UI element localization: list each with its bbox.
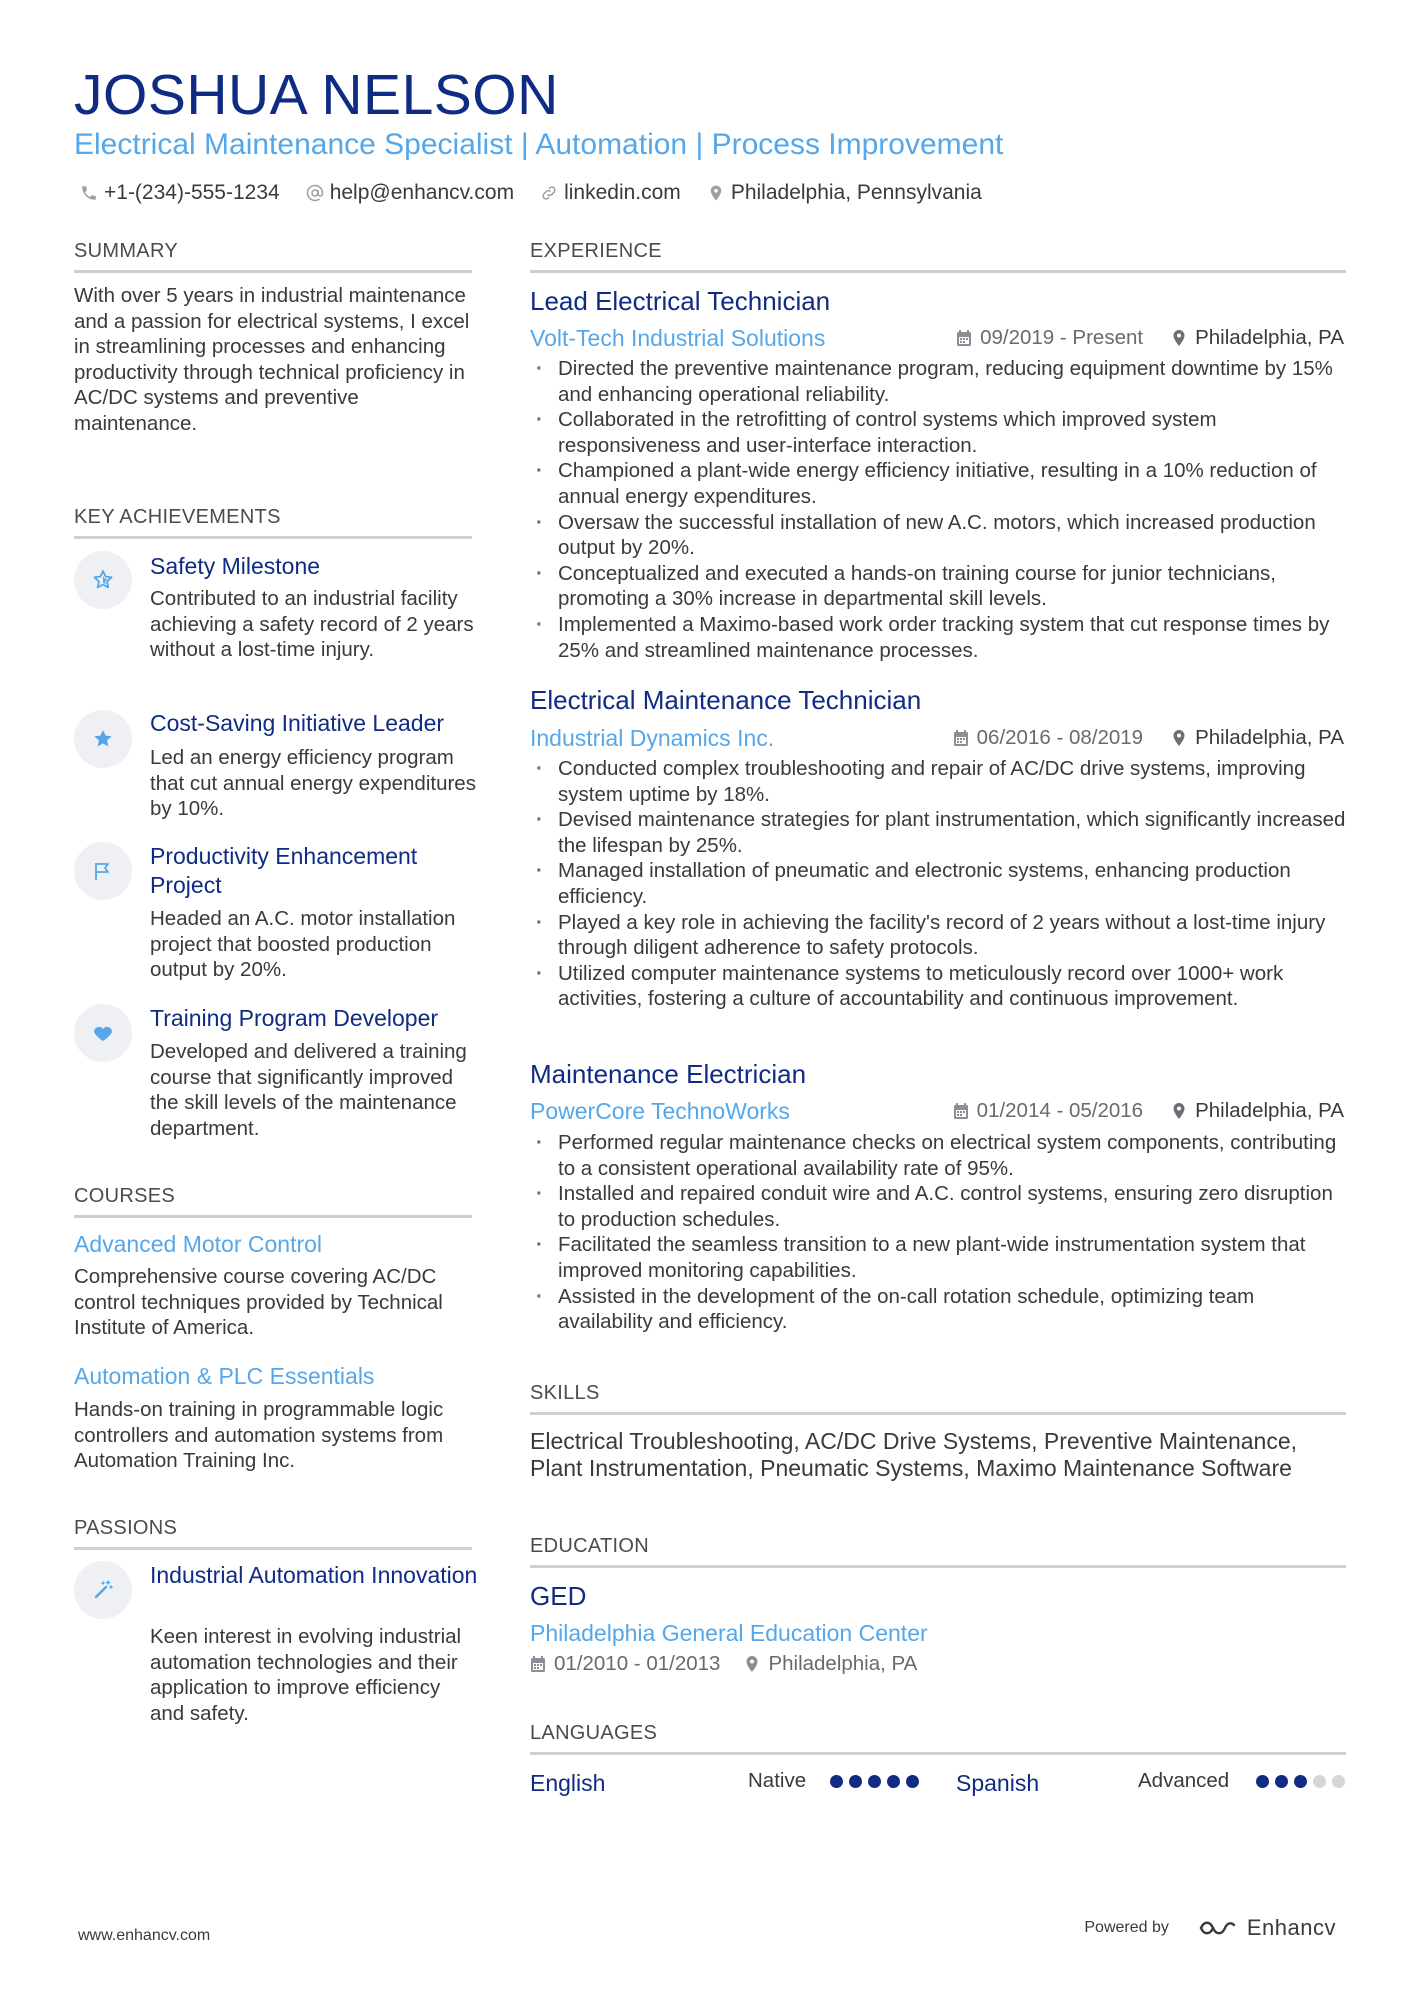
company-name: Volt-Tech Industrial Solutions [530,325,826,351]
company-name: Industrial Dynamics Inc. [530,725,775,751]
rating-dot-filled [906,1775,919,1788]
calendar-icon [956,329,972,347]
bullet-item: · Utilized computer maintenance systems to meticulously record over 1000+ work activities, fostering a culture of accountability and continuous improvement. [530,961,1350,1012]
achievement-desc: Led an energy efficiency program that cut annual energy expenditures by 10%. [150,746,476,821]
course-desc: Hands-on training in programmable logic controllers and automation systems from Automation Training Inc. [74,1398,444,1473]
link-icon [540,184,558,202]
rating-dot-empty [1332,1775,1345,1788]
bullet-item: · Collaborated in the retrofitting of control systems which improved system responsiveness and user-interface interaction. [530,407,1350,458]
job-location: Philadelphia, PA [1195,726,1344,749]
magic-wand-icon [74,1561,132,1619]
job-title: Maintenance Electrician [530,1059,807,1089]
language-level: Native [748,1769,807,1792]
school-name: Philadelphia General Education Center [530,1620,928,1646]
achievement-desc: Contributed to an industrial facility achieving a safety record of 2 years without a lost-time injury. [150,587,474,662]
job-bullets [530,1130,1350,1335]
languages-heading: LANGUAGES [530,1720,1346,1755]
bullet-item: · Managed installation of pneumatic and electronic systems, enhancing production efficiency. [530,858,1350,909]
brand-name: Enhancv [1246,1915,1336,1940]
skills-text: Electrical Troubleshooting, AC/DC Drive Systems, Preventive Maintenance, Plant Instrumentation, Pneumatic Systems, Maximo Maintenance Software [530,1428,1297,1481]
calendar-icon [530,1655,546,1673]
education-meta [530,1650,917,1678]
achievement-desc: Developed and delivered a training course that significantly improved the skill levels of the maintenance department. [150,1040,467,1140]
footer-branding [1084,1915,1336,1941]
rating-dot-filled [868,1775,881,1788]
calendar-icon [953,729,969,747]
education-heading: EDUCATION [530,1533,1346,1568]
job-location: Philadelphia, PA [1195,1099,1344,1122]
bullet-item: · Conducted complex troubleshooting and repair of AC/DC drive systems, improving system uptime by 18%. [530,756,1350,807]
rating-dot-filled [1294,1775,1307,1788]
location-pin-icon [707,184,725,202]
bullet-item: · Performed regular maintenance checks on electrical system components, contributing to a consistent operational availability rate of 95%. [530,1130,1350,1181]
course-title: Automation & PLC Essentials [74,1363,375,1389]
location-pin-icon [1171,1102,1187,1120]
language-name: English [530,1770,606,1796]
degree: GED [530,1581,587,1611]
passion-title: Industrial Automation Innovation [150,1562,478,1588]
footer-website[interactable]: www.enhancv.com [78,1927,211,1944]
bullet-item: · Oversaw the successful installation of new A.C. motors, which increased production output by 20%. [530,510,1350,561]
achievement-title: Cost-Saving Initiative Leader [150,710,445,736]
location-pin-icon [1171,329,1187,347]
rating-dot-filled [887,1775,900,1788]
contact-bar [80,177,1008,209]
rating-dot-filled [1275,1775,1288,1788]
job-meta [953,1097,1344,1125]
bullet-item: · Installed and repaired conduit wire and A.C. control systems, ensuring zero disruption to production schedules. [530,1181,1350,1232]
course-title: Advanced Motor Control [74,1231,323,1257]
job-bullets [530,356,1350,663]
bullet-item: · Implemented a Maximo-based work order tracking system that cut response times by 25% and streamlined maintenance processes. [530,612,1350,663]
job-meta [956,324,1344,352]
experience-heading: EXPERIENCE [530,238,1346,273]
contact-location: Philadelphia, Pennsylvania [707,181,982,205]
rating-dot-empty [1313,1775,1326,1788]
achievement-desc: Headed an A.C. motor installation project that boosted production output by 20%. [150,907,456,982]
candidate-name: JOSHUA NELSON [74,63,559,127]
star-outline-icon [74,551,132,609]
language-name: Spanish [956,1770,1040,1796]
job-dates: 09/2019 - Present [980,326,1144,349]
education-location: Philadelphia, PA [768,1652,918,1675]
phone-icon [80,184,98,202]
summary-heading: SUMMARY [74,238,472,273]
location-pin-icon [744,1655,760,1673]
education-dates: 01/2010 - 01/2013 [554,1652,721,1675]
flag-icon [74,842,132,900]
rating-dot-filled [1256,1775,1269,1788]
course-desc: Comprehensive course covering AC/DC control techniques provided by Technical Institute of America. [74,1265,443,1340]
bullet-item: · Championed a plant-wide energy efficiency initiative, resulting in a 10% reduction of annual energy expenditures. [530,458,1350,509]
bullet-item: · Directed the preventive maintenance program, reducing equipment downtime by 15% and enhancing operational reliability. [530,356,1350,407]
achievements-heading: KEY ACHIEVEMENTS [74,504,472,539]
job-bullets [530,756,1350,1012]
language-level: Advanced [1138,1769,1230,1792]
star-icon [74,710,132,768]
job-title: Lead Electrical Technician [530,286,831,316]
rating-dot-filled [849,1775,862,1788]
contact-phone[interactable]: +1-(234)-555-1234 [80,181,280,205]
powered-by-label: Powered by [1084,1919,1169,1936]
passions-heading: PASSIONS [74,1515,472,1550]
job-meta [953,724,1344,752]
calendar-icon [953,1102,969,1120]
courses-heading: COURSES [74,1183,472,1218]
job-dates: 01/2014 - 05/2016 [976,1099,1144,1122]
summary-text: With over 5 years in industrial maintenance and a passion for electrical systems, I excel in streamlining processes and enhancing productivity through technical proficiency in AC/DC systems and preventive maintenance. [74,284,470,435]
job-location: Philadelphia, PA [1195,326,1344,349]
achievement-title: Safety Milestone [150,553,321,579]
bullet-item: · Devised maintenance strategies for plant instrumentation, which significantly increased the lifespan by 25%. [530,807,1350,858]
at-icon [306,184,324,202]
headline: Electrical Maintenance Specialist | Automation | Process Improvement [74,128,1004,161]
bullet-item: · Played a key role in achieving the facility's record of 2 years without a lost-time injury through diligent adherence to safety protocols. [530,910,1350,961]
rating-dot-filled [830,1775,843,1788]
job-dates: 06/2016 - 08/2019 [976,726,1144,749]
location-pin-icon [1171,729,1187,747]
company-name: PowerCore TechnoWorks [530,1098,790,1124]
language-rating [1256,1766,1351,1796]
skills-heading: SKILLS [530,1380,1346,1415]
bullet-item: · Facilitated the seamless transition to a new plant-wide instrumentation system that improved monitoring capabilities. [530,1232,1350,1283]
bullet-item: · Conceptualized and executed a hands-on training course for junior technicians, promoting a 30% increase in departmental skill levels. [530,561,1350,612]
job-title: Electrical Maintenance Technician [530,685,922,715]
achievement-title: Productivity Enhancement Project [150,843,418,898]
enhancv-logo-icon [1195,1916,1239,1940]
contact-linkedin[interactable]: linkedin.com [540,181,681,205]
language-rating [830,1766,925,1796]
passion-desc: Keen interest in evolving industrial automation technologies and their application to improve efficiency and safety. [150,1625,462,1725]
heart-icon [74,1004,132,1062]
achievement-title: Training Program Developer [150,1005,439,1031]
bullet-item: · Assisted in the development of the on-call rotation schedule, optimizing team availability and efficiency. [530,1284,1350,1335]
contact-email[interactable]: help@enhancv.com [306,181,514,205]
